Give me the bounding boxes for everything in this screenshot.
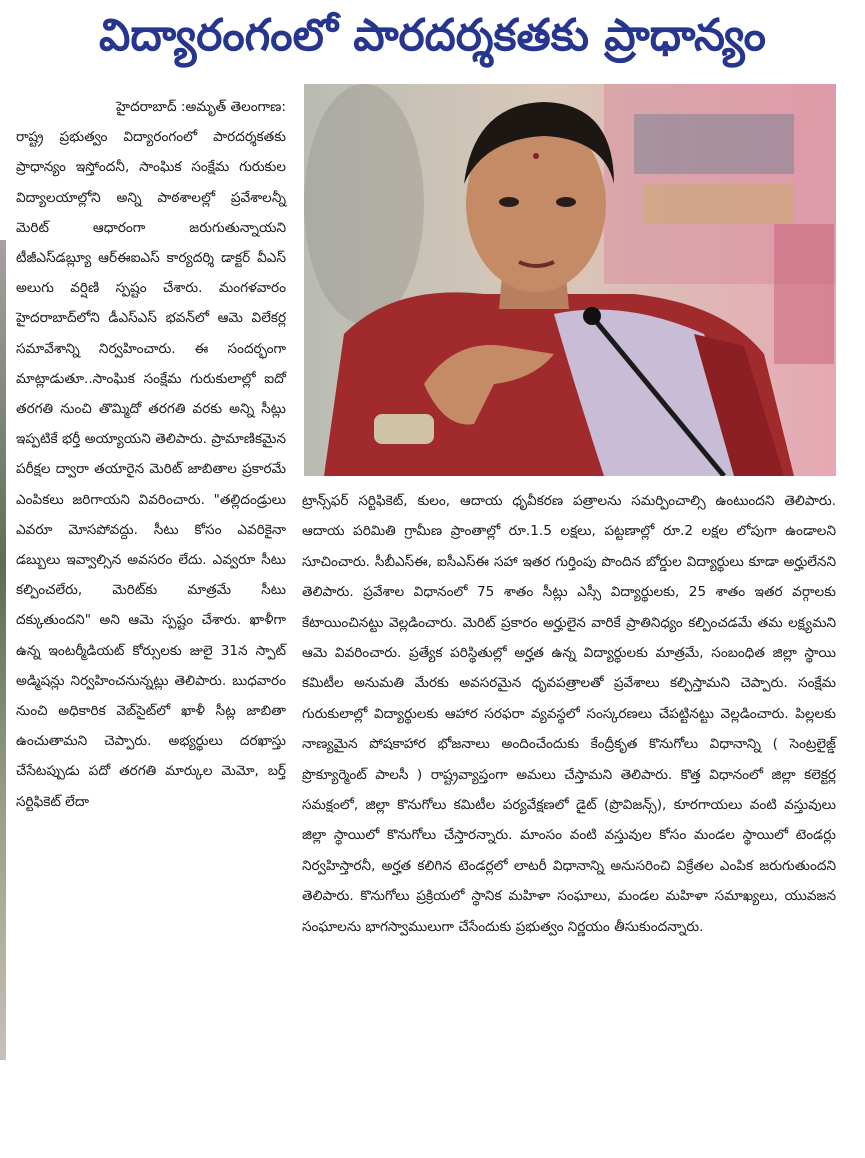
- right-paragraph: ట్రాన్స్‌ఫర్ సర్టిఫికెట్, కులం, ఆదాయ ధృవీకరణ పత్రాలను సమర్పించాల్సి ఉంటుందని తెలిపారు. ఆదాయ పరిమితి గ్రామీణ ప్రాంతాల్లో రూ.1.5 లక్షలు, పట్టణాల్లో రూ.2 లక్షల లోపుగా ఉండాలని సూచించారు. సీబీఎస్ఈ, ఐసీఎస్ఈ సహా ఇతర గుర్తింపు పొందిన బోర్డుల విద్యార్థులు కూడా అర్హులేనని తెలిపారు. ప్రవేశాల విధానంలో 75 శాతం సీట్లు ఎస్సీ విద్యార్థులకు, 25 శాతం ఇతర వర్గాలకు కేటాయించినట్టు వెల్లడించారు. మెరిట్ ప్రకారం అర్హులైన వారికే ప్రాతినిధ్యం కల్పించడమే తమ లక్ష్యమని ఆమె వివరించారు. ప్రత్యేక పరిస్థితుల్లో అర్హత ఉన్న విద్యార్థులకు మాత్రమే, సంబంధిత జిల్లా స్థాయి కమిటీల అనుమతి మేరకు అవసరమైన ధృవపత్రాలతో ప్రవేశాలు కల్పిస్తామని చెప్పారు. సంక్షేమ గురుకులాల్లో విద్యార్థులకు ఆహార సరఫరా వ్యవస్థలో సంస్కరణలు చేపట్టినట్టు వెల్లడించారు. పిల్లలకు నాణ్యమైన పోషకాహార భోజనాలు అందించేందుకు కేంద్రీకృత కొనుగోలు విధానాన్ని ( సెంట్రలైజ్డ్ ప్రొక్యూర్మెంట్ పాలసీ ) రాష్ట్రవ్యాప్తంగా అమలు చేస్తామని తెలిపారు. కొత్త విధానంలో జిల్లా కలెక్టర్ల సమక్షంలో, జిల్లా కొనుగోలు కమిటీల పర్యవేక్షణలో డైట్ (ప్రొవిజన్స్), కూరగాయలు వంటి వస్తువులు జిల్లా స్థాయిలో కొనుగోలు చేస్తారన్నారు. మాంసం వంటి వస్తువుల కోసం మండల స్థాయిలో టెండర్లు నిర్వహిస్తారనీ, అర్హత కలిగిన టెండర్లలో లాటరీ విధానాన్ని అనుసరించి విక్రేతల ఎంపిక జరుగుతుందని తెలిపారు. కొనుగోలు ప్రక్రియలో స్థానిక మహిళా సంఘాలు, మండల మహిళా సమాఖ్యలు, యువజన సంఘాలను భాగస్వాములుగా చేసేందుకు ప్రభుత్వం నిర్ణయం తీసుకుందన్నారు.: [302, 493, 836, 935]
- official-speaking-photo: [304, 84, 836, 476]
- page-edge-strip: [0, 240, 6, 1060]
- dateline: హైదరాబాద్ :అమృత్ తెలంగాణ:: [116, 99, 286, 115]
- left-paragraph: రాష్ట్ర ప్రభుత్వం విద్యారంగంలో పారదర్శకతకు ప్రాధాన్యం ఇస్తోందనీ, సాంఘిక సంక్షేమ గురుకుల విద్యాలయాల్లోని అన్ని పాఠశాలల్లో ప్రవేశాలన్నీ మెరిట్ ఆధారంగా జరుగుతున్నాయని టీజీఎస్‌డబ్ల్యూ ఆర్ఈఐఎస్ కార్యదర్శి డాక్టర్ వీఎస్ అలుగు వర్షిణి స్పష్టం చేశారు. మంగళవారం హైదరాబాద్‌లోని డీఎస్ఎస్ భవన్‌లో ఆమె విలేకర్ల సమావేశాన్ని నిర్వహించారు. ఈ సందర్భంగా మాట్లాడుతూ..సాంఘిక సంక్షేమ గురుకులాల్లో ఐదో తరగతి నుంచి తొమ్మిదో తరగతి వరకు అన్ని సీట్లు ఇప్పటికే భర్తీ అయ్యాయని తెలిపారు. ప్రామాణికమైన పరీక్షల ద్వారా తయారైన మెరిట్ జాబితాల ప్రకారమే ఎంపికలు జరిగాయని వివరించారు. "తల్లిదండ్రులు ఎవరూ మోసపోవద్దు. సీటు కోసం ఎవరికైనా డబ్బులు ఇవ్వాల్సిన అవసరం లేదు. ఎవ్వరూ సీటు కల్పించలేరు, మెరిట్‌కు మాత్రమే సీటు దక్కుతుందని" అని ఆమె స్పష్టం చేశారు. ఖాళీగా ఉన్న ఇంటర్మీడియట్ కోర్సులకు జులై 31న స్పాట్ అడ్మిషన్లు నిర్వహించనున్నట్లు తెలిపారు. బుధవారం నుంచి అధికారిక వెబ్‌సైట్‌లో ఖాళీ సీట్ల జాబితా ఉంచుతామని చెప్పారు. అభ్యర్థులు దరఖాస్తు చేసేటప్పుడు పదో తరగతి మార్కుల మెమో, బర్త్ సర్టిఫికెట్ లేదా: [16, 129, 286, 810]
- headline: విద్యారంగంలో పారదర్శకతకు ప్రాధాన్యం: [99, 10, 766, 61]
- photo-illustration: [304, 84, 836, 476]
- right-text-column: [302, 486, 836, 1126]
- left-text-column: [16, 92, 286, 1122]
